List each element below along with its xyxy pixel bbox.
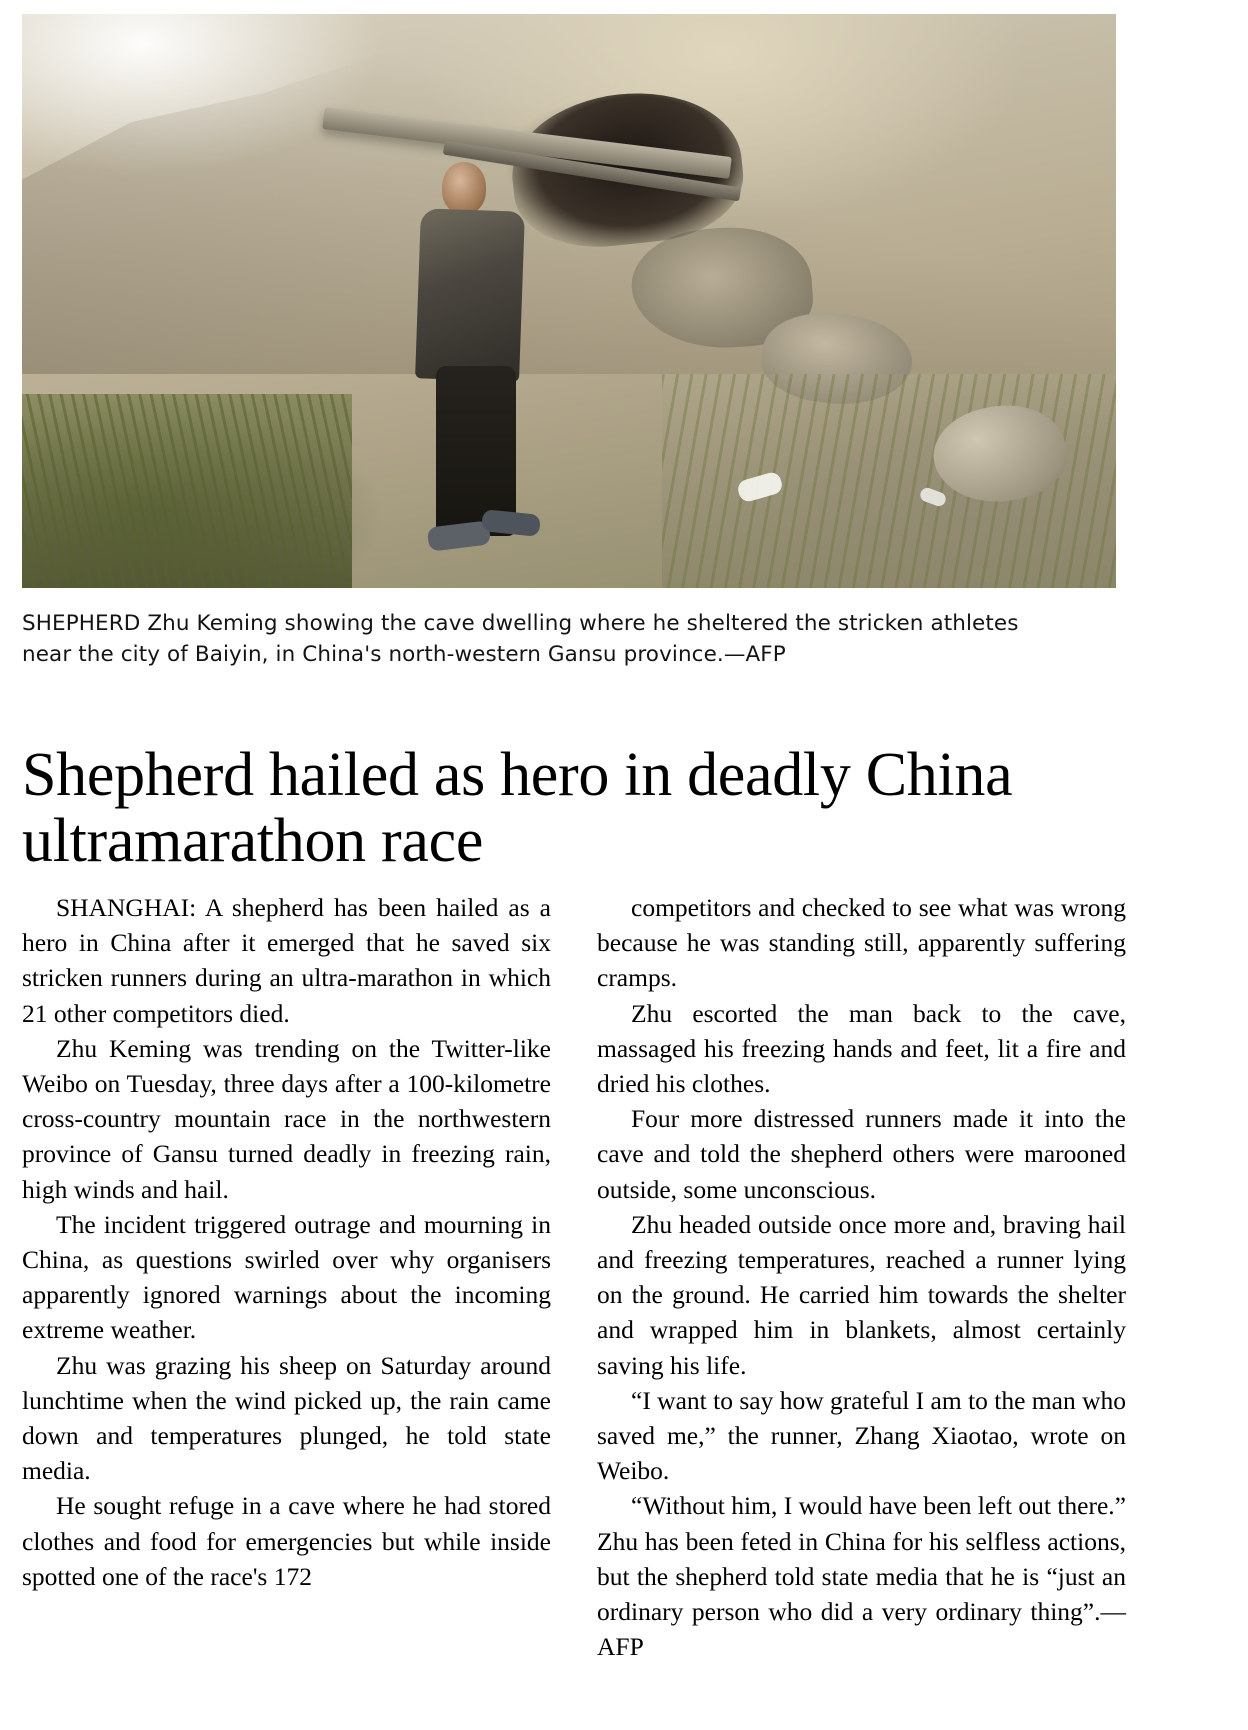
paragraph: “Without him, I would have been left out there.” Zhu has been feted in China for his selfless actions, but the shepherd told state media that he is “just an ordinary person who did a very ordinary thing”.—AFP [597,1491,1126,1662]
article-body [22,890,1126,1664]
paragraph: Four more distressed runners made it into the cave and told the shepherd others were marooned outside, some unconscious. [597,1104,1126,1204]
page-title: Shepherd hailed as hero in deadly China ultramarathon race [22,740,1013,875]
paragraph: SHANGHAI: A shepherd has been hailed as a hero in China after it emerged that he saved six stricken runners during an ultra-marathon in which 21 other competitors died. [22,893,551,1028]
article-column-left [22,890,551,1664]
article-column-right [597,890,1126,1664]
article-photo [22,14,1116,588]
photo-caption: SHEPHERD Zhu Keming showing the cave dwelling where he sheltered the stricken athletes near the city of Baiyin, in China's north-western Gansu province.—AFP [22,611,1019,667]
paragraph: He sought refuge in a cave where he had stored clothes and food for emergencies but while inside spotted one of the race's 172 [22,1491,551,1591]
grass-foreground-left [22,394,352,588]
photo-background [22,14,1116,588]
paragraph: competitors and checked to see what was wrong because he was standing still, apparently suffering cramps. [597,893,1126,993]
paragraph: Zhu was grazing his sheep on Saturday around lunchtime when the wind picked up, the rain came down and temperatures plunged, he told state media. [22,1350,551,1486]
paragraph: Zhu Keming was trending on the Twitter-like Weibo on Tuesday, three days after a 100-kilometre cross-country mountain race in the northwestern province of Gansu turned deadly in freezing rain, high winds and hail. [22,1033,551,1204]
shepherd-head [442,162,486,214]
paragraph: “I want to say how grateful I am to the man who saved me,” the runner, Zhang Xiaotao, wrote on Weibo. [597,1385,1126,1486]
paragraph: Zhu escorted the man back to the cave, massaged his freezing hands and feet, lit a fire and dried his clothes. [597,998,1126,1099]
paragraph: The incident triggered outrage and mourning in China, as questions swirled over why organisers apparently ignored warnings about the incoming extreme weather. [22,1209,551,1345]
shepherd-torso [415,208,525,382]
paragraph: Zhu headed outside once more and, braving hail and freezing temperatures, reached a runner lying on the ground. He carried him towards the shelter and wrapped him in blankets, almost certainly saving his life. [597,1209,1126,1380]
